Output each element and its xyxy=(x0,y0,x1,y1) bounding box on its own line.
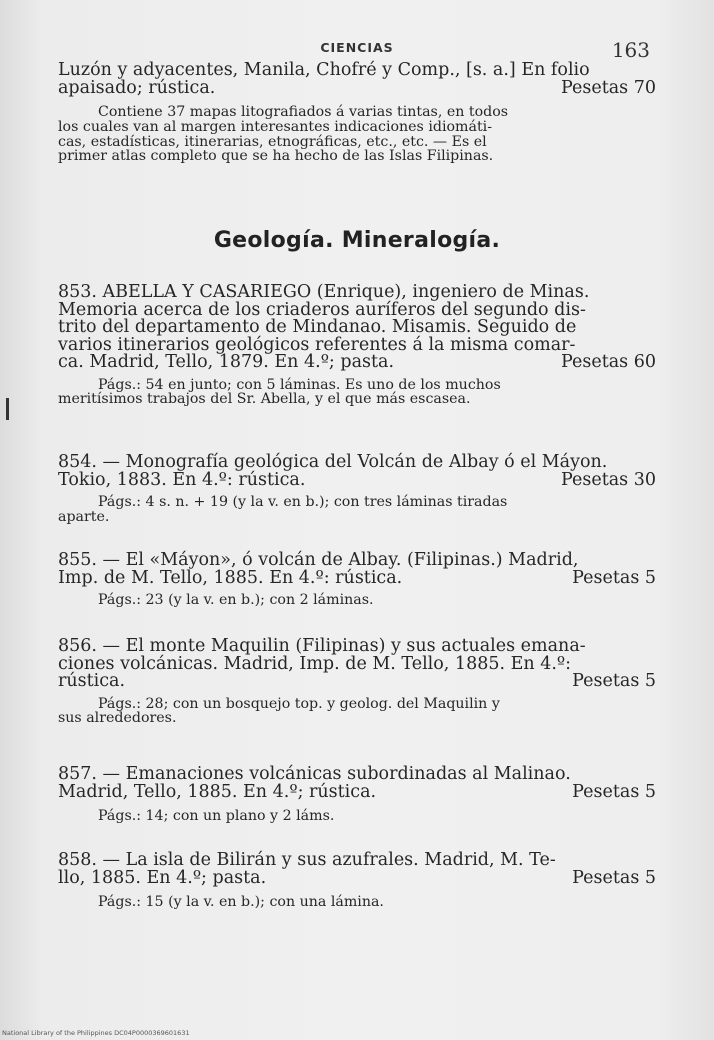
note-line: cas, estadísticas, itinerarias, etnográficas, etc., etc. — Es el xyxy=(58,133,487,150)
entry-line: 854. — Monografía geológica del Volcán de Albay ó el Máyon. xyxy=(58,452,608,472)
entry-line: varios itinerarios geológicos referentes á la misma comar- xyxy=(58,334,576,355)
price: Pesetas 5 xyxy=(572,781,656,802)
price: Pesetas 5 xyxy=(572,867,656,888)
entry-line: Imp. de M. Tello, 1885. En 4.º: rústica. xyxy=(58,567,403,588)
bibliography-entry xyxy=(58,552,656,608)
price: Pesetas 70 xyxy=(561,77,656,98)
note-line: Contiene 37 mapas litografiados á varias tintas, en todos xyxy=(98,104,509,120)
bibliography-entry xyxy=(58,454,656,525)
section-title: Geología. Mineralogía. xyxy=(213,228,501,253)
entry-note xyxy=(58,376,656,408)
page-header xyxy=(0,38,714,62)
intro-entry xyxy=(58,62,656,164)
bibliography-entry xyxy=(58,852,656,910)
entry-line: ciones volcánicas. Madrid, Imp. de M. Tello, 1885. En 4.º: xyxy=(58,653,572,674)
running-head: CIENCIAS xyxy=(320,40,394,55)
price: Pesetas 60 xyxy=(561,352,656,372)
entry-note xyxy=(58,104,656,165)
entry-line: trito del departamento de Mindanao. Misamis. Seguido de xyxy=(58,317,577,337)
note-line: meritísimos trabajos del Sr. Abella, y el que más escasea. xyxy=(58,391,471,408)
entry-line: llo, 1885. En 4.º; pasta. xyxy=(58,867,267,888)
note-line: Págs.: 28; con un bosquejo top. y geolog. del Maquilin y xyxy=(98,695,500,712)
bibliography-entry xyxy=(58,766,656,824)
note-line: Págs.: 4 s. n. + 19 (y la v. en b.); con tres láminas tiradas xyxy=(98,494,508,510)
entry-line: rústica. xyxy=(58,671,126,691)
note-line: aparte. xyxy=(58,508,110,525)
note-line: Págs.: 15 (y la v. en b.); con una lámina. xyxy=(98,894,384,910)
bibliography-entry xyxy=(58,638,656,726)
entry-note xyxy=(58,695,656,727)
price: Pesetas 5 xyxy=(572,567,656,588)
note-line: Págs.: 54 en junto; con 5 láminas. Es uno de los muchos xyxy=(98,376,501,393)
note-line: Págs.: 14; con un plano y 2 láms. xyxy=(98,808,335,824)
entry-note xyxy=(58,494,656,525)
library-credit: National Library of the Philippines DC04P0000369601631 xyxy=(2,1029,190,1037)
entry-line: Madrid, Tello, 1885. En 4.º; rústica. xyxy=(58,781,377,802)
entry-line: 857. — Emanaciones volcánicas subordinadas al Malinao. xyxy=(58,764,571,784)
margin-mark xyxy=(6,398,9,420)
entry-note xyxy=(98,895,656,910)
entry-line: Luzón y adyacentes, Manila, Chofré y Comp., [s. a.] En folio xyxy=(58,60,590,80)
bibliography-entry xyxy=(58,284,656,407)
price: Pesetas 5 xyxy=(572,671,656,691)
entry-line: ca. Madrid, Tello, 1879. En 4.º; pasta. xyxy=(58,352,395,372)
entry-line: apaisado; rústica. xyxy=(58,77,216,98)
entry-line: 853. ABELLA Y CASARIEGO (Enrique), ingeniero de Minas. xyxy=(58,282,590,302)
entry-line: 855. — El «Máyon», ó volcán de Albay. (Filipinas.) Madrid, xyxy=(58,550,579,570)
note-line: los cuales van al margen interesantes indicaciones idiomáti- xyxy=(58,118,492,135)
entry-line: 858. — La isla de Bilirán y sus azufrales. Madrid, M. Te- xyxy=(58,850,556,870)
entry-line: 856. — El monte Maquilin (Filipinas) y sus actuales emana- xyxy=(58,636,586,656)
note-line: primer atlas completo que se ha hecho de las Islas Filipinas. xyxy=(58,148,494,165)
entry-line: Tokio, 1883. En 4.º: rústica. xyxy=(58,469,306,490)
entry-line: Memoria acerca de los criaderos auríferos del segundo dis- xyxy=(58,299,586,320)
page-number: 163 xyxy=(611,38,650,62)
price: Pesetas 30 xyxy=(561,469,656,490)
note-line: Págs.: 23 (y la v. en b.); con 2 láminas. xyxy=(98,592,374,608)
entry-note xyxy=(98,809,656,824)
note-line: sus alrededores. xyxy=(58,710,177,727)
entry-note xyxy=(98,593,656,608)
